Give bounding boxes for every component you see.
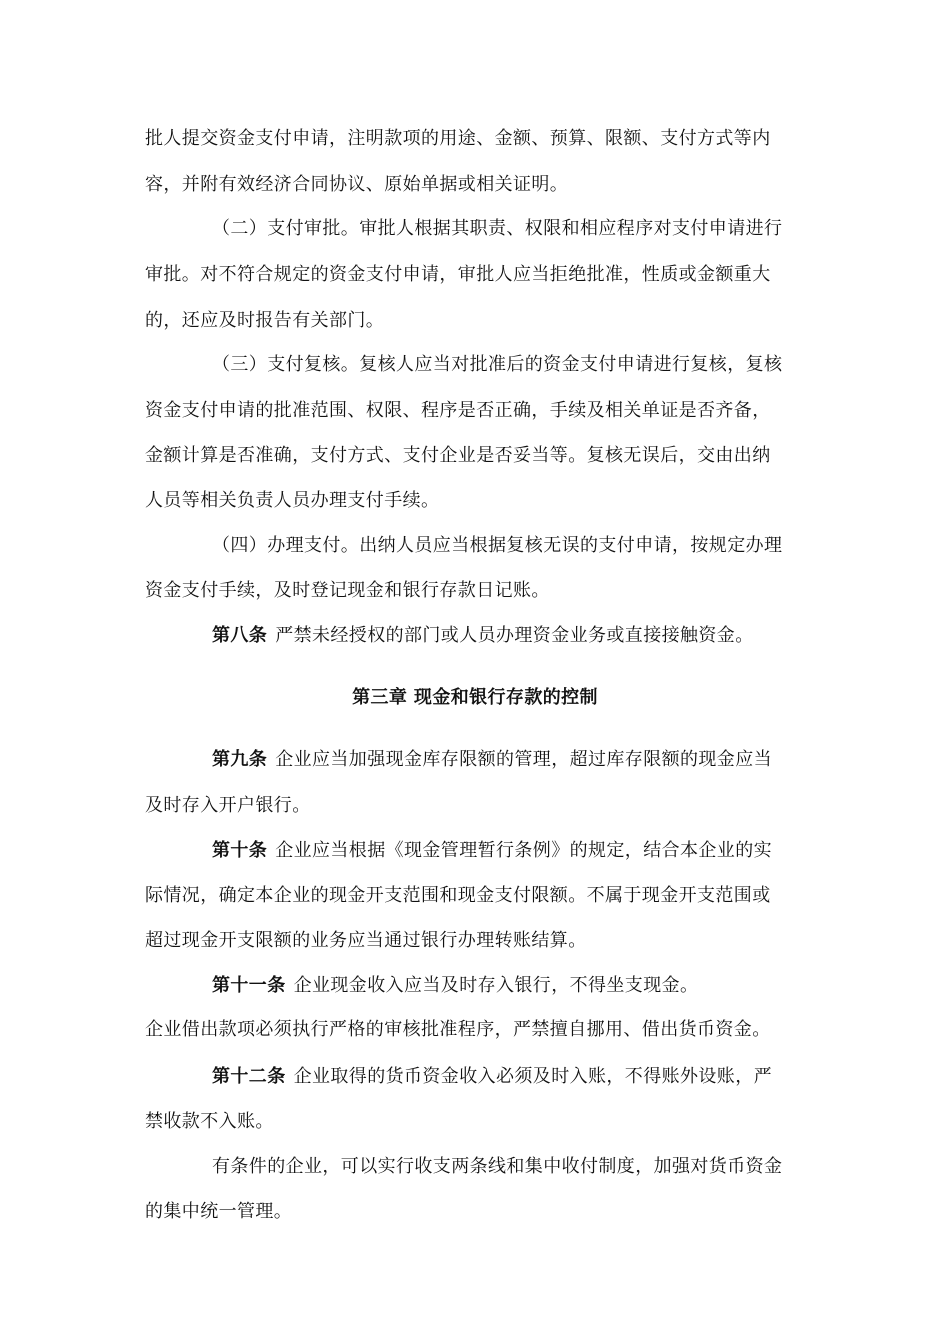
paragraph-line: 容，并附有效经济合同协议、原始单据或相关证明。 — [145, 174, 569, 195]
article-text: 企业取得的货币资金收入必须及时入账，不得账外设账，严 — [293, 1066, 773, 1087]
paragraph-line: 及时存入开户银行。 — [145, 795, 311, 816]
article-text: 企业现金收入应当及时存入银行，不得坐支现金。 — [293, 975, 699, 996]
paragraph-line: 禁收款不入账。 — [145, 1111, 274, 1132]
article-9 — [212, 748, 815, 772]
paragraph-line: （二）支付审批。审批人根据其职责、权限和相应程序对支付申请进行 — [212, 218, 783, 239]
article-12 — [212, 1065, 815, 1089]
article-label: 第九条 — [212, 749, 268, 770]
article-text: 企业应当加强现金库存限额的管理，超过库存限额的现金应当 — [275, 749, 773, 770]
article-label: 第十二条 — [212, 1066, 286, 1087]
paragraph-line: 审批。对不符合规定的资金支付申请，审批人应当拒绝批准，性质或金额重大 — [145, 264, 771, 285]
article-label: 第八条 — [212, 625, 268, 646]
article-text: 企业应当根据《现金管理暂行条例》的规定，结合本企业的实 — [275, 840, 773, 861]
paragraph-line: （四）办理支付。出纳人员应当根据复核无误的支付申请，按规定办理 — [212, 535, 783, 556]
article-label: 第十条 — [212, 840, 268, 861]
article-label: 第十一条 — [212, 975, 286, 996]
paragraph-line: 际情况，确定本企业的现金开支范围和现金支付限额。不属于现金开支范围或 — [145, 885, 771, 906]
paragraph-line: 资金支付手续，及时登记现金和银行存款日记账。 — [145, 580, 550, 601]
paragraph-line: 的，还应及时报告有关部门。 — [145, 310, 385, 331]
article-11 — [212, 974, 815, 998]
chapter-heading: 第三章 现金和银行存款的控制 — [352, 687, 598, 708]
paragraph-line: （三）支付复核。复核人应当对批准后的资金支付申请进行复核，复核 — [212, 354, 783, 375]
paragraph-line: 金额计算是否准确，支付方式、支付企业是否妥当等。复核无误后，交由出纳 — [145, 445, 771, 466]
paragraph-line: 人员等相关负责人员办理支付手续。 — [145, 490, 440, 511]
article-10 — [212, 839, 815, 863]
paragraph-line: 批人提交资金支付申请，注明款项的用途、金额、预算、限额、支付方式等内 — [145, 128, 771, 149]
article-text: 严禁未经授权的部门或人员办理资金业务或直接接触资金。 — [275, 625, 754, 646]
paragraph-line: 有条件的企业，可以实行收支两条线和集中收付制度，加强对货币资金 — [212, 1156, 783, 1177]
paragraph-line: 企业借出款项必须执行严格的审核批准程序，严禁擅自挪用、借出货币资金。 — [145, 1019, 771, 1040]
paragraph-line: 的集中统一管理。 — [145, 1201, 293, 1222]
paragraph-line: 超过现金开支限额的业务应当通过银行办理转账结算。 — [145, 930, 587, 951]
article-8 — [212, 624, 815, 648]
paragraph-line: 资金支付申请的批准范围、权限、程序是否正确，手续及相关单证是否齐备， — [145, 400, 771, 421]
